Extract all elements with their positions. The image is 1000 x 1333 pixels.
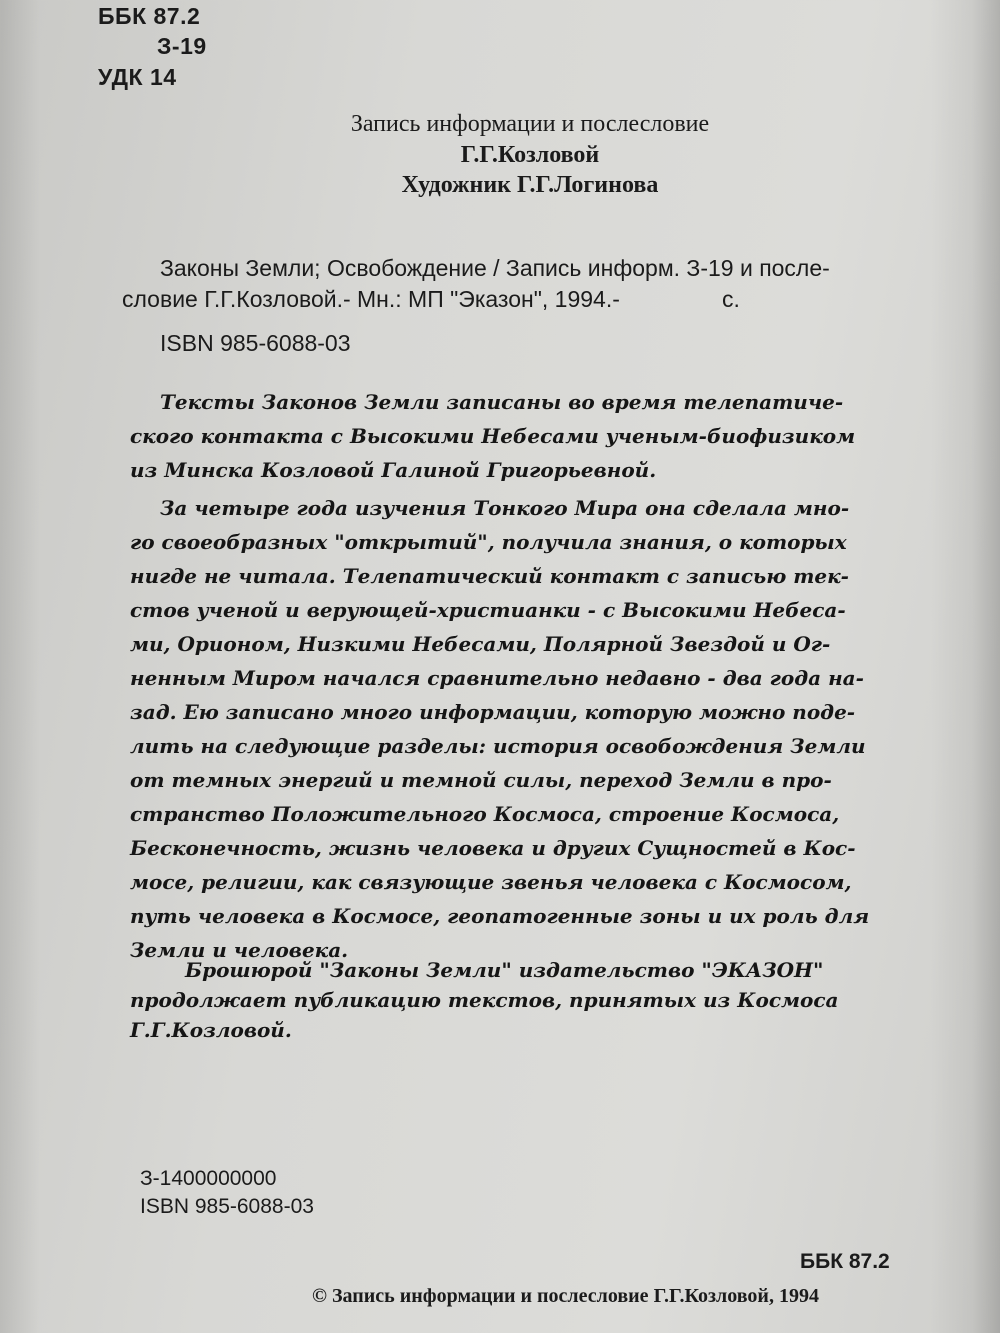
bibliographic-pages: с. xyxy=(722,286,740,312)
copyright-line: © Запись информации и послесловие Г.Г.Козловой, 1994 xyxy=(312,1285,819,1307)
bibliographic-line-2: словие Г.Г.Козловой.- Мн.: МП "Эказон", 1994.- xyxy=(122,286,620,312)
annotation-line: путь человека в Космосе, геопатогенные зоны и их роль для xyxy=(130,904,870,928)
publisher-note-line: Брошюрой "Законы Земли" издательство "ЭКАЗОН" xyxy=(185,958,824,982)
page-shadow xyxy=(0,0,40,1333)
annotation-text xyxy=(130,390,930,962)
annotation-line: нигде не читала. Телепатический контакт с записью тек- xyxy=(130,564,849,588)
publisher-note xyxy=(130,958,930,1068)
annotation-line: лить на следующие разделы: история освобождения Земли xyxy=(130,734,866,758)
publisher-note-line: продолжает публикацию текстов, принятых из Космоса xyxy=(130,988,839,1012)
annotation-line: мосе, религии, как связующие звенья человека с Космосом, xyxy=(130,870,852,894)
bibliographic-isbn: ISBN 985-6088-03 xyxy=(160,330,351,356)
credit-author: Г.Г.Козловой xyxy=(460,142,600,168)
annotation-line: странство Положительного Космоса, строение Космоса, xyxy=(130,802,840,826)
imprint-isbn: ISBN 985-6088-03 xyxy=(140,1195,314,1218)
annotation-line: зад. Ею записано много информации, которую можно поде- xyxy=(130,700,856,724)
annotation-line: ненным Миром начался сравнительно недавно - два года на- xyxy=(130,666,864,690)
annotation-line: от темных энергий и темной силы, переход Земли в про- xyxy=(130,768,832,792)
author-sign: З-19 xyxy=(157,33,207,59)
annotation-line: За четыре года изучения Тонкого Мира она сделала мно- xyxy=(160,496,850,520)
imprint-code: З-1400000000 xyxy=(140,1167,277,1190)
annotation-line: Бесконечность, жизнь человека и других Сущностей в Кос- xyxy=(130,836,856,860)
credit-artist: Художник Г.Г.Логинова xyxy=(401,172,659,198)
udk-code: УДК 14 xyxy=(98,64,177,90)
bbk-code: ББК 87.2 xyxy=(98,3,201,29)
annotation-line: ми, Орионом, Низкими Небесами, Полярной Звездой и Ог- xyxy=(130,632,831,656)
bibliographic-line-1: Законы Земли; Освобождение / Запись информ. З-19 и после- xyxy=(160,255,830,281)
annotation-line: ского контакта с Высокими Небесами ученым-биофизиком xyxy=(130,424,856,448)
page-binding-shadow xyxy=(930,0,1000,1333)
publisher-note-line: Г.Г.Козловой. xyxy=(130,1018,292,1042)
annotation-line: Земли и человека. xyxy=(130,938,349,962)
annotation-line: Тексты Законов Земли записаны во время телепатиче- xyxy=(160,390,844,414)
annotation-line: стов ученой и верующей-христианки - с Высокими Небеса- xyxy=(130,598,846,622)
annotation-line: из Минска Козловой Галиной Григорьевной. xyxy=(130,458,657,482)
annotation-line: го своеобразных "открытий", получила знания, о которых xyxy=(130,530,847,554)
imprint-bbk: ББК 87.2 xyxy=(800,1250,890,1273)
credit-recording: Запись информации и послесловие xyxy=(350,111,710,137)
